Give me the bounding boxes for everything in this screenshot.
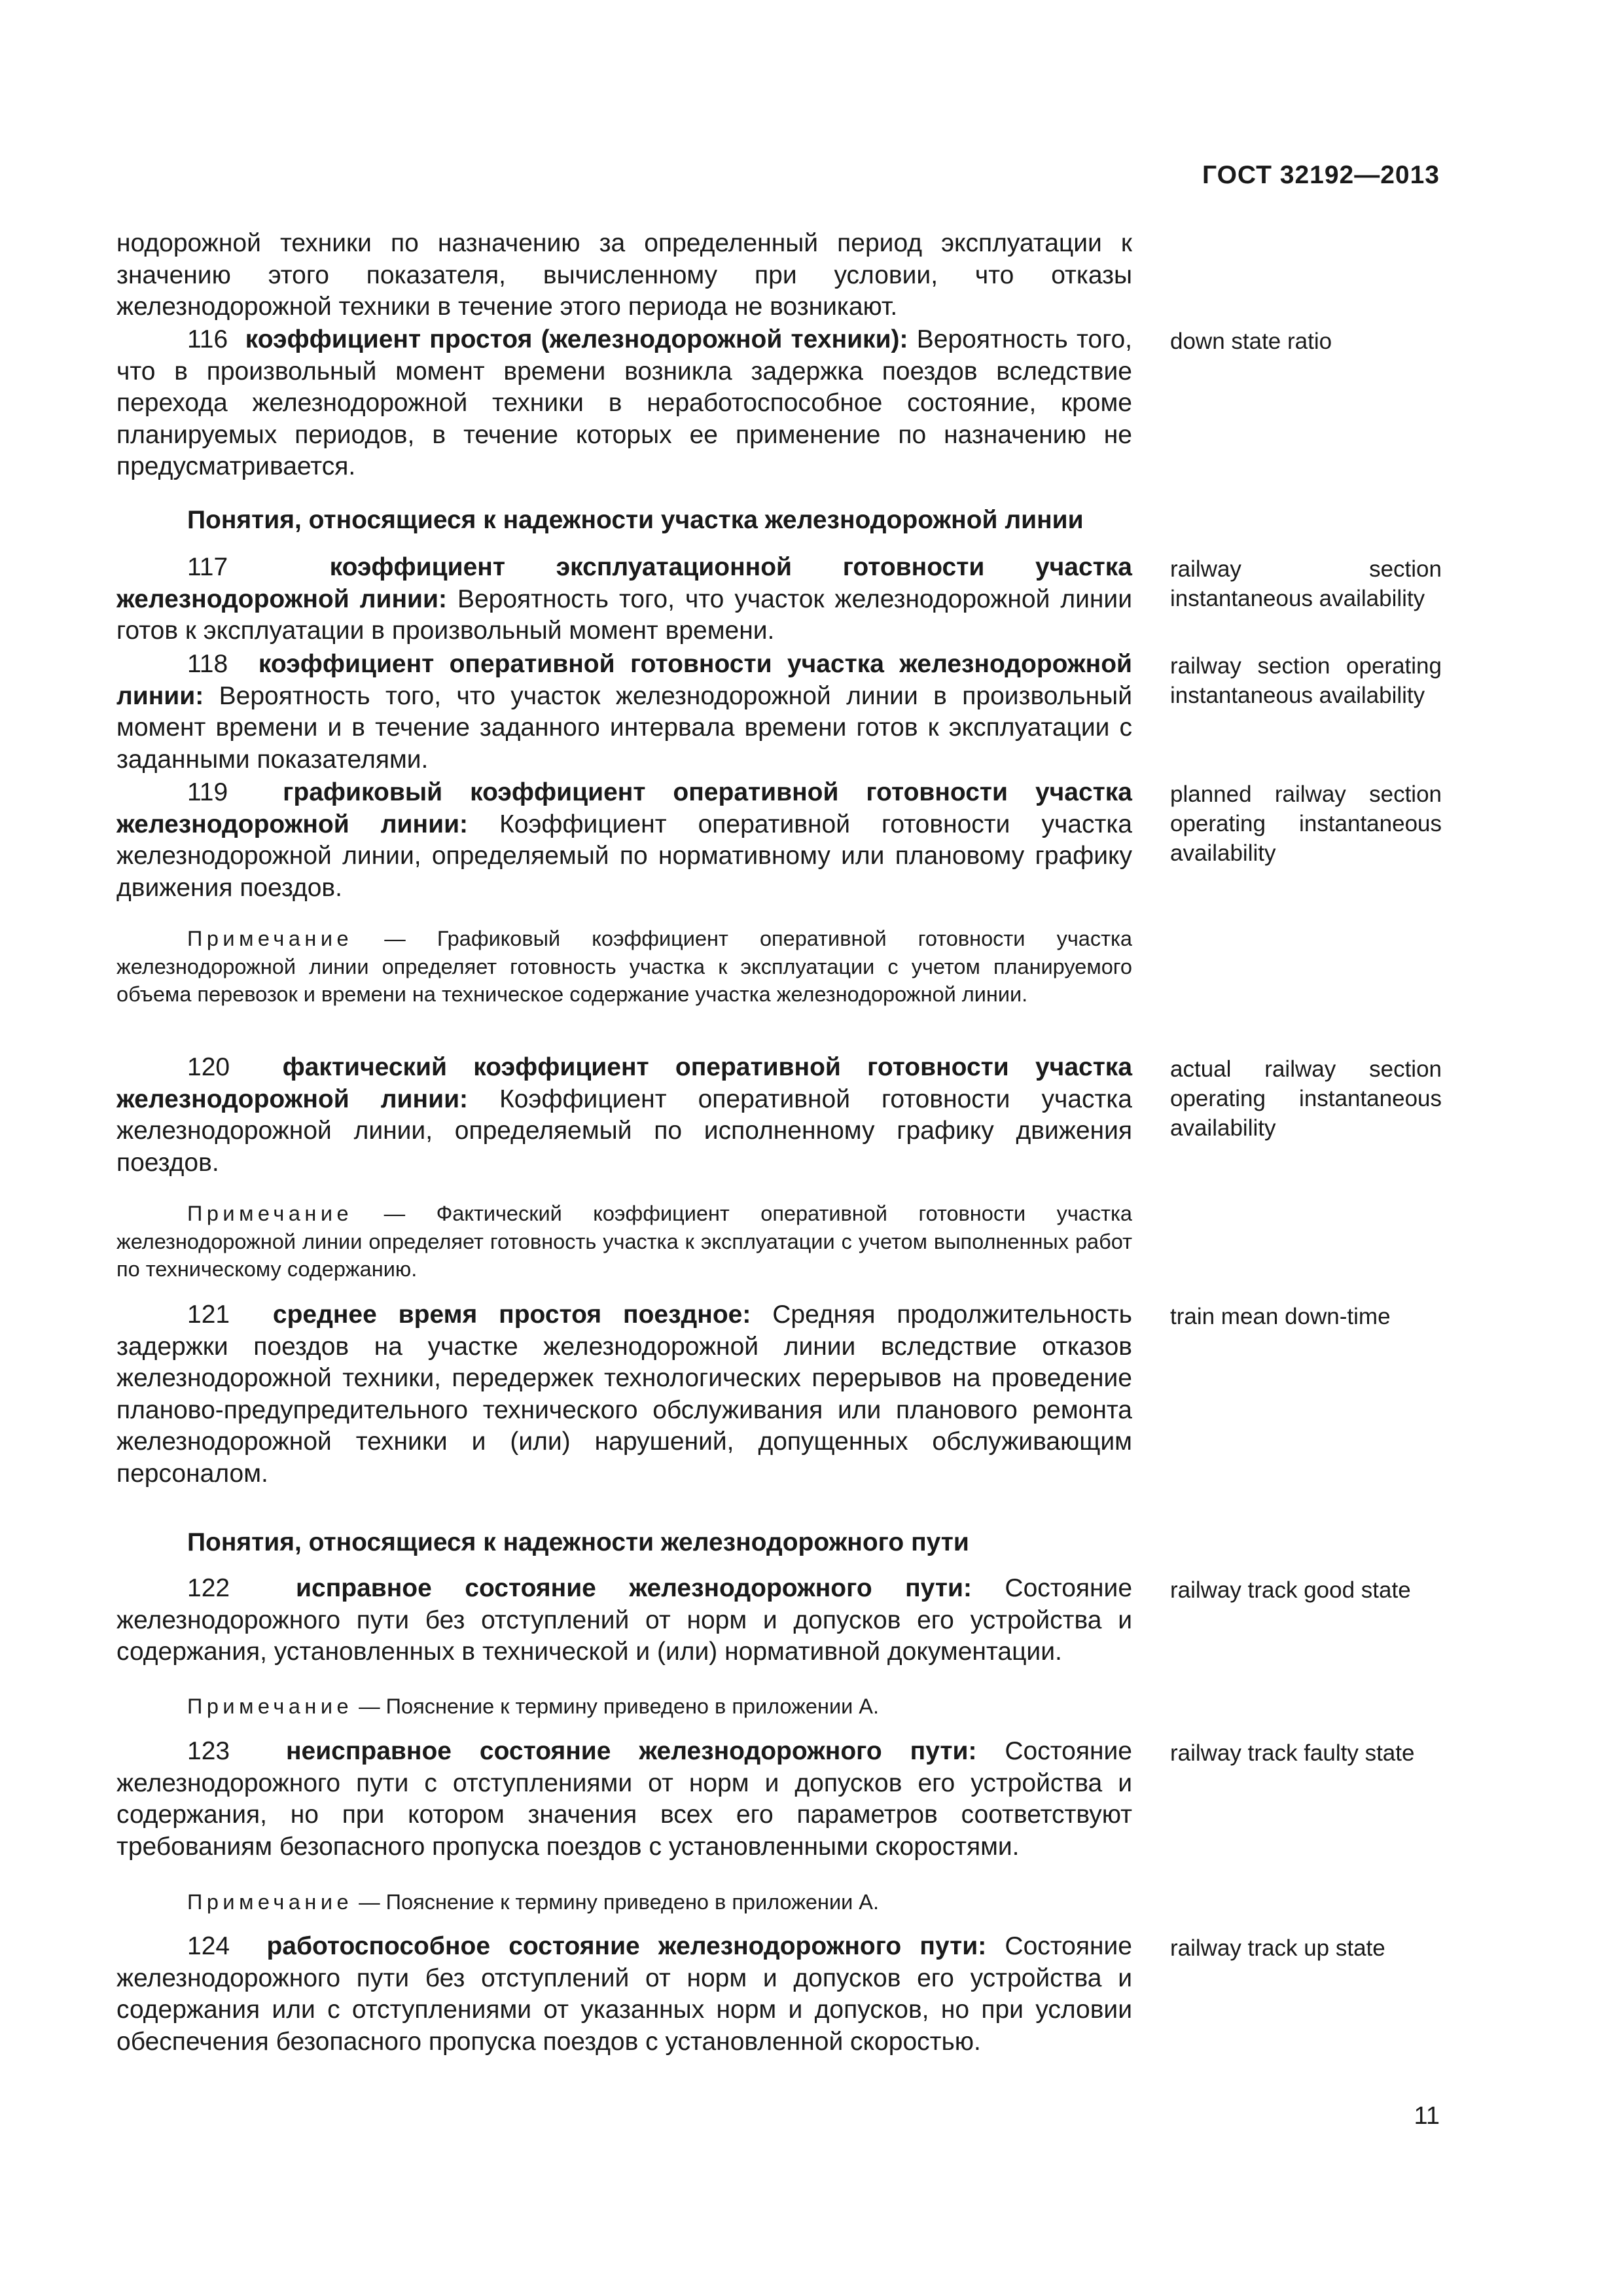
note-text: — Графиковый коэффициент оперативной готовности участка железнодорожной линии определяет готовность участка к эксплуатации с учетом планируемого объема перевозок и времени на техническое содержание участка железнодорожной линии. [116, 927, 1132, 1006]
note-label: Примечание [187, 1890, 353, 1914]
english-equivalent: railway section instantaneous availability [1170, 556, 1442, 611]
note-text: — Пояснение к термину приведено в приложении А. [359, 1695, 879, 1718]
term-title: коэффициент простоя (железнодорожной техники): [245, 325, 908, 353]
entry-122 [116, 1573, 1507, 1668]
term-number: 123 [187, 1737, 230, 1765]
term-definition: Состояние железнодорожного пути без отступлений от норм и допусков его устройства и содержания или с отступлениями от указанных норм и допусков, но при условии обеспечения безопасного пропуска поездов с установленной скоростью. [116, 1932, 1132, 2056]
note-label: Примечание [187, 927, 353, 950]
section-heading-track: Понятия, относящиеся к надежности железнодорожного пути [187, 1528, 969, 1556]
page-number: 11 [1414, 2102, 1440, 2130]
term-title: коэффициент оперативной готовности участка железнодорожной линии: [116, 650, 1133, 710]
entry-117 [116, 552, 1507, 647]
english-equivalent: down state ratio [1170, 329, 1332, 354]
term-definition: Состояние железнодорожного пути с отступлениями от норм и допусков его устройства и содержания, но при котором значения всех его параметров соответствуют требованиям безопасного пропуска поездов с установленными скоростями. [116, 1737, 1132, 1861]
entry-123 [116, 1736, 1507, 1863]
term-title: исправное состояние железнодорожного пути: [296, 1574, 972, 1602]
standard-header: ГОСТ 32192—2013 [1202, 161, 1440, 189]
term-number: 116 [187, 325, 228, 353]
term-number: 124 [187, 1932, 230, 1960]
english-equivalent: railway track up state [1170, 1935, 1385, 1961]
term-number: 122 [187, 1574, 230, 1602]
english-equivalent: planned railway section operating instantaneous availability [1170, 781, 1442, 866]
term-title: неисправное состояние железнодорожного пути: [285, 1737, 977, 1765]
entry-118 [116, 649, 1507, 776]
term-definition: Коэффициент оперативной готовности участка железнодорожной линии, определяемый по нормативному или плановому графику движения поездов. [116, 810, 1132, 902]
note-text: — Пояснение к термину приведено в приложении А. [359, 1890, 879, 1914]
entry-121 [116, 1299, 1507, 1490]
note-119 [116, 925, 1132, 1009]
term-title: работоспособное состояние железнодорожного пути: [266, 1932, 987, 1960]
term-definition: Вероятность того, что участок железнодорожной линии готов к эксплуатации в произвольный момент времени. [116, 584, 1132, 645]
term-title: фактический коэффициент оперативной готовности участка железнодорожной линии: [116, 1053, 1133, 1113]
note-label: Примечание [187, 1695, 353, 1718]
entry-continuation [116, 228, 1507, 323]
term-number: 121 [187, 1300, 230, 1329]
term-number: 118 [187, 650, 228, 678]
english-equivalent: actual railway section operating instantaneous availability [1170, 1056, 1442, 1141]
term-definition: Коэффициент оперативной готовности участка железнодорожной линии, определяемый по исполненному графику движения поездов. [116, 1085, 1132, 1177]
english-equivalent: railway track faulty state [1170, 1740, 1415, 1766]
term-number: 119 [187, 778, 228, 806]
entry-116 [116, 324, 1507, 483]
section-heading-line: Понятия, относящиеся к надежности участка железнодорожной линии [187, 506, 1084, 534]
entry-120 [116, 1052, 1507, 1179]
note-122 [116, 1693, 1132, 1721]
term-definition: Средняя продолжительность задержки поездов на участке железнодорожной линии вследствие отказов железнодорожной техники, передержек технологических перерывов на проведение планово-предупредительного технического обслуживания или планового ремонта железнодорожной техники и (или) нарушений, допущенных обслуживающим персоналом. [116, 1300, 1132, 1488]
note-text: — Фактический коэффициент оперативной готовности участка железнодорожной линии определяет готовность участка к эксплуатации с учетом выполненных работ по техническому содержанию. [116, 1202, 1132, 1281]
note-120 [116, 1200, 1132, 1283]
term-title: среднее время простоя поездное: [272, 1300, 751, 1329]
english-equivalent: train mean down-time [1170, 1304, 1391, 1329]
english-equivalent: railway section operating instantaneous availability [1170, 653, 1442, 708]
entry-124 [116, 1931, 1507, 2058]
term-number: 117 [187, 553, 228, 581]
entry-119 [116, 777, 1507, 904]
term-number: 120 [187, 1053, 230, 1081]
note-label: Примечание [187, 1202, 353, 1225]
note-123 [116, 1888, 1132, 1916]
term-title: коэффициент эксплуатационной готовности участка железнодорожной линии: [116, 553, 1132, 613]
term-definition: Вероятность того, что в произвольный момент времени возникла задержка поездов вследствие перехода железнодорожной техники в неработоспособное состояние, кроме планируемых периодов, в течение которых ее применение по назначению не предусматривается. [116, 325, 1133, 481]
term-definition: Вероятность того, что участок железнодорожной линии в произвольный момент времени и в течение заданного интервала времени готов к эксплуатации с заданными показателями. [116, 681, 1132, 774]
term-definition: Состояние железнодорожного пути без отступлений от норм и допусков его устройства и содержания, установленных в технической и (или) нормативной документации. [116, 1574, 1133, 1666]
continuation-text: нодорожной техники по назначению за определенный период эксплуатации к значению этого показателя, вычисленному при условии, что отказы железнодорожной техники в течение этого периода не возникают. [116, 229, 1132, 321]
english-equivalent: railway track good state [1170, 1577, 1411, 1603]
term-title: графиковый коэффициент оперативной готовности участка железнодорожной линии: [116, 778, 1132, 838]
